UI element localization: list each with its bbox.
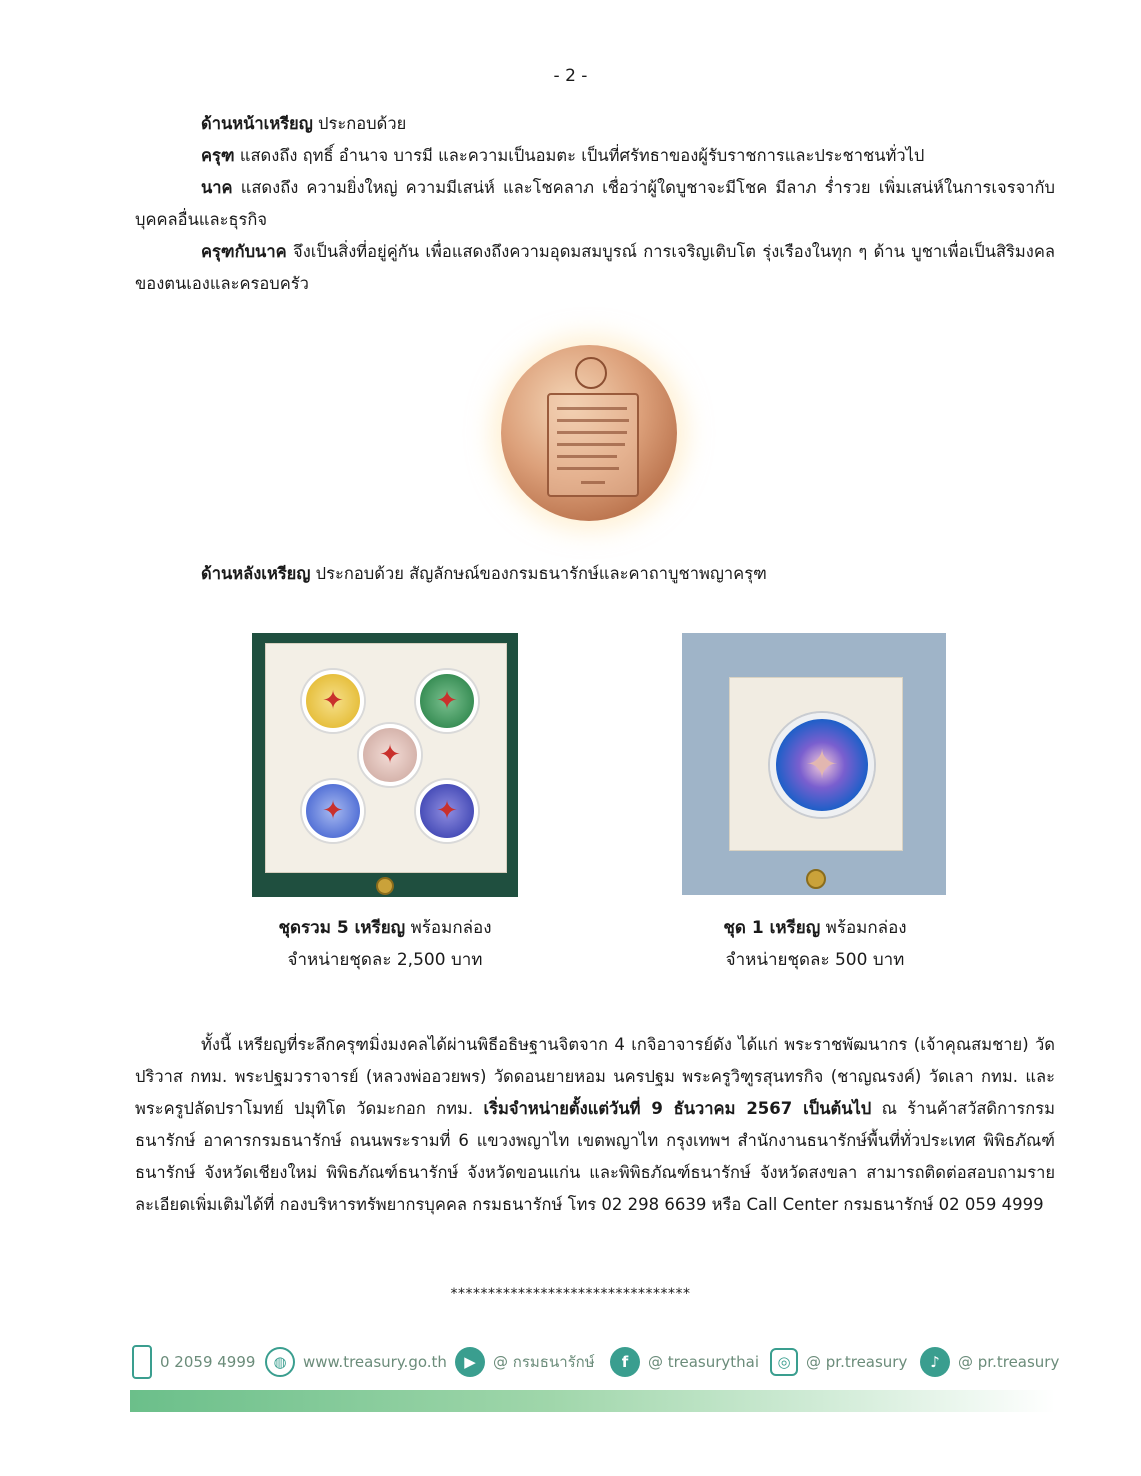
garuda-paragraph: ครุฑ แสดงถึง ฤทธิ์ อำนาจ บารมี และความเป็นอมตะ เป็นที่ศรัทธาของผู้รับราชการและประชาชนทั่วไป [201,146,925,165]
separator: ******************************** [450,1286,691,1302]
footer-gradient-bar [130,1390,1055,1412]
naga-paragraph: นาค แสดงถึง ความยิ่งใหญ่ ความมีเสน่ห์ และโชคลาภ เชื่อว่าผู้ใดบูชาจะมีโชค มีลาภ ร่ำรวย เพิ่มเสน่ห์ในการเจรจากับบุคคลอื่นและธุรกิจ [135,178,1055,229]
coin-tray [729,677,903,851]
garuda-coin-gold: ✦ [302,670,364,732]
single-coin-set-image [682,633,946,895]
footer-youtube[interactable]: ▶ @ กรมธนารักษ์ [455,1344,595,1380]
footer-phone[interactable]: 0 2059 4999 [132,1344,255,1380]
medal-back-image [501,345,677,521]
front-heading: ด้านหน้าเหรียญ ประกอบด้วย [201,114,407,133]
garuda-coin-pink: ✦ [359,724,421,786]
garuda-coin-blue-light: ✦ [302,780,364,842]
footer-website[interactable]: ◍ www.treasury.go.th [265,1344,447,1380]
five-coin-caption: ชุดรวม 5 เหรียญ พร้อมกล่อง จำหน่ายชุดละ 2,500 บาท [200,912,570,976]
facebook-icon: f [610,1347,640,1377]
box-clasp-icon [806,869,826,889]
treasury-seal-icon [575,357,607,389]
page-number: - 2 - [553,66,588,86]
garuda-coin-blue: ✦ [416,780,478,842]
five-coin-price: จำหน่ายชุดละ 2,500 บาท [287,950,483,970]
phone-icon [132,1345,152,1379]
five-coin-set-image [252,633,518,897]
instagram-icon: ◎ [770,1348,798,1376]
sale-details-paragraph: ทั้งนี้ เหรียญที่ระลึกครุฑมิ่งมงคลได้ผ่านพิธีอธิษฐานจิตจาก 4 เกจิอาจารย์ดัง ได้แก่ พระราชพัฒนากร (เจ้าคุณสมชาย) วัดปริวาส กทม. พระปฐมวราจารย์ (หลวงพ่ออวยพร) วัดดอนยายหอม นครปฐม พระครูวิฑูรสุนทรกิจ (ชาญณรงค์) วัดเลา กทม. และพระครูปลัดปราโมทย์ ปมุทิโต วัดมะกอก กทม. เริ่มจำหน่ายตั้งแต่วันที่ 9 ธันวาคม 2567 เป็นต้นไป ณ ร้านค้าสวัสดิการกรมธนารักษ์ อาคารกรมธนารักษ์ ถนนพระรามที่ 6 แขวงพญาไท เขตพญาไท กรุงเทพฯ สำนักงานธนารักษ์พื้นที่ทั่วประเทศ พิพิธภัณฑ์ธนารักษ์ จังหวัดเชียงใหม่ พิพิธภัณฑ์ธนารักษ์ จังหวัดขอนแก่น และพิพิธภัณฑ์ธนารักษ์ จังหวัดสงขลา สามารถติดต่อสอบถามรายละเอียดเพิ่มเติมได้ที่ กองบริหารทรัพยากรบุคคล กรมธนารักษ์ โทร 02 298 6639 หรือ Call Center กรมธนารักษ์ 02 059 4999 [135,1035,1055,1214]
contact-footer [130,1344,1060,1380]
single-coin-price: จำหน่ายชุดละ 500 บาท [725,950,905,970]
footer-instagram[interactable]: ◎ @ pr.treasury [770,1344,907,1380]
youtube-icon: ▶ [455,1347,485,1377]
box-clasp-icon [376,877,394,895]
footer-tiktok[interactable]: ♪ @ pr.treasury [920,1344,1059,1380]
front-description [135,108,1055,300]
footer-facebook[interactable]: f @ treasurythai [610,1344,759,1380]
tiktok-icon: ♪ [920,1347,950,1377]
garuda-naga-paragraph: ครุฑกับนาค จึงเป็นสิ่งที่อยู่คู่กัน เพื่อแสดงถึงความอุดมสมบูรณ์ การเจริญเติบโต รุ่งเรืองในทุก ๆ ด้าน บูชาเพื่อเป็นสิริมงคลของตนเองและครอบครัว [135,242,1055,293]
medal-inscription-plate [547,393,639,497]
globe-icon: ◍ [265,1347,295,1377]
garuda-coin-large: ✦ [770,713,874,817]
single-coin-caption: ชุด 1 เหรียญ พร้อมกล่อง จำหน่ายชุดละ 500 บาท [630,912,1000,976]
back-description: ด้านหลังเหรียญ ประกอบด้วย สัญลักษณ์ของกรมธนารักษ์และคาถาบูชาพญาครุฑ [201,564,767,583]
coin-tray [265,643,507,873]
garuda-coin-green: ✦ [416,670,478,732]
